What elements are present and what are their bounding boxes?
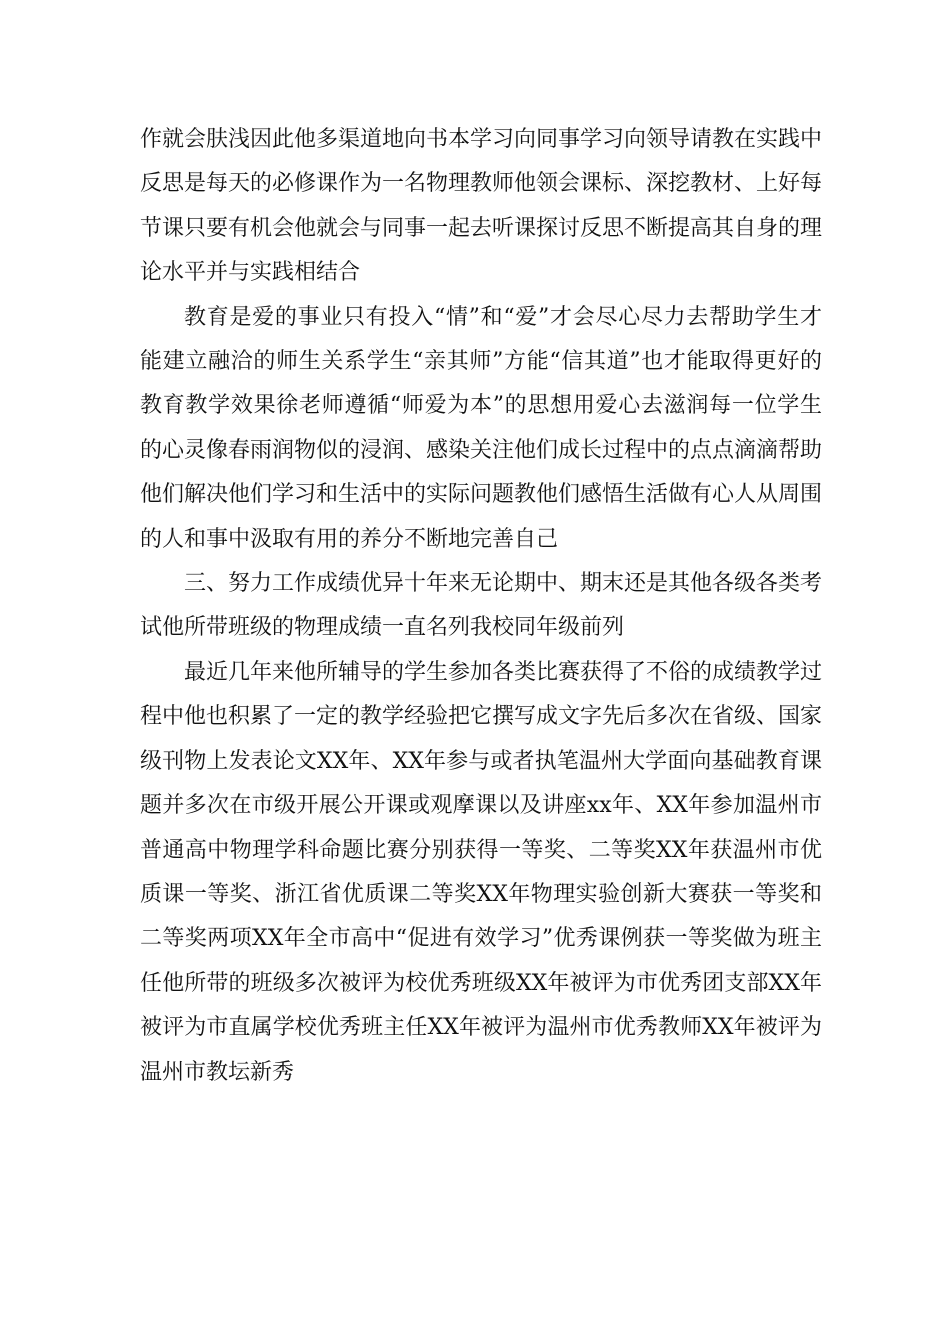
paragraph-2: 教育是爱的事业只有投入“情”和“爱”才会尽心尽力去帮助学生才能建立融洽的师生关系学生“亲其师”方能“信其道”也才能取得更好的教育教学效果徐老师遵循“师爱为本”的思想用爱心去滋润每一位学生的心灵像春雨润物似的浸润、感染关注他们成长过程中的点点滴滴帮助他们解决他们学习和生活中的实际问题教他们感悟生活做有心人从周围的人和事中汲取有用的养分不断地完善自己 xyxy=(140,304,823,552)
paragraph-4: 最近几年来他所辅导的学生参加各类比赛获得了不俗的成绩教学过程中他也积累了一定的教学经验把它撰写成文字先后多次在省级、国家级刊物上发表论文XX年、XX年参与或者执笔温州大学面向基础教育课题并多次在市级开展公开课或观摩课以及讲座xx年、XX年参加温州市普通高中物理学科命题比赛分别获得一等奖、二等奖XX年获温州市优质课一等奖、浙江省优质课二等奖XX年物理实验创新大赛获一等奖和二等奖两项XX年全市高中“促进有效学习”优秀课例获一等奖做为班主任他所带的班级多次被评为校优秀班级XX年被评为市优秀团支部XX年被评为市直属学校优秀班主任XX年被评为温州市优秀教师XX年被评为温州市教坛新秀 xyxy=(140,659,823,1085)
document-body xyxy=(140,118,822,1095)
paragraph-3: 三、努力工作成绩优异十年来无论期中、期末还是其他各级各类考试他所带班级的物理成绩一直名列我校同年级前列 xyxy=(140,571,823,641)
paragraph-1: 作就会肤浅因此他多渠道地向书本学习向同事学习向领导请教在实践中反思是每天的必修课作为一名物理教师他领会课标、深挖教材、上好每节课只要有机会他就会与同事一起去听课探讨反思不断提高其自身的理论水平并与实践相结合 xyxy=(140,127,823,286)
